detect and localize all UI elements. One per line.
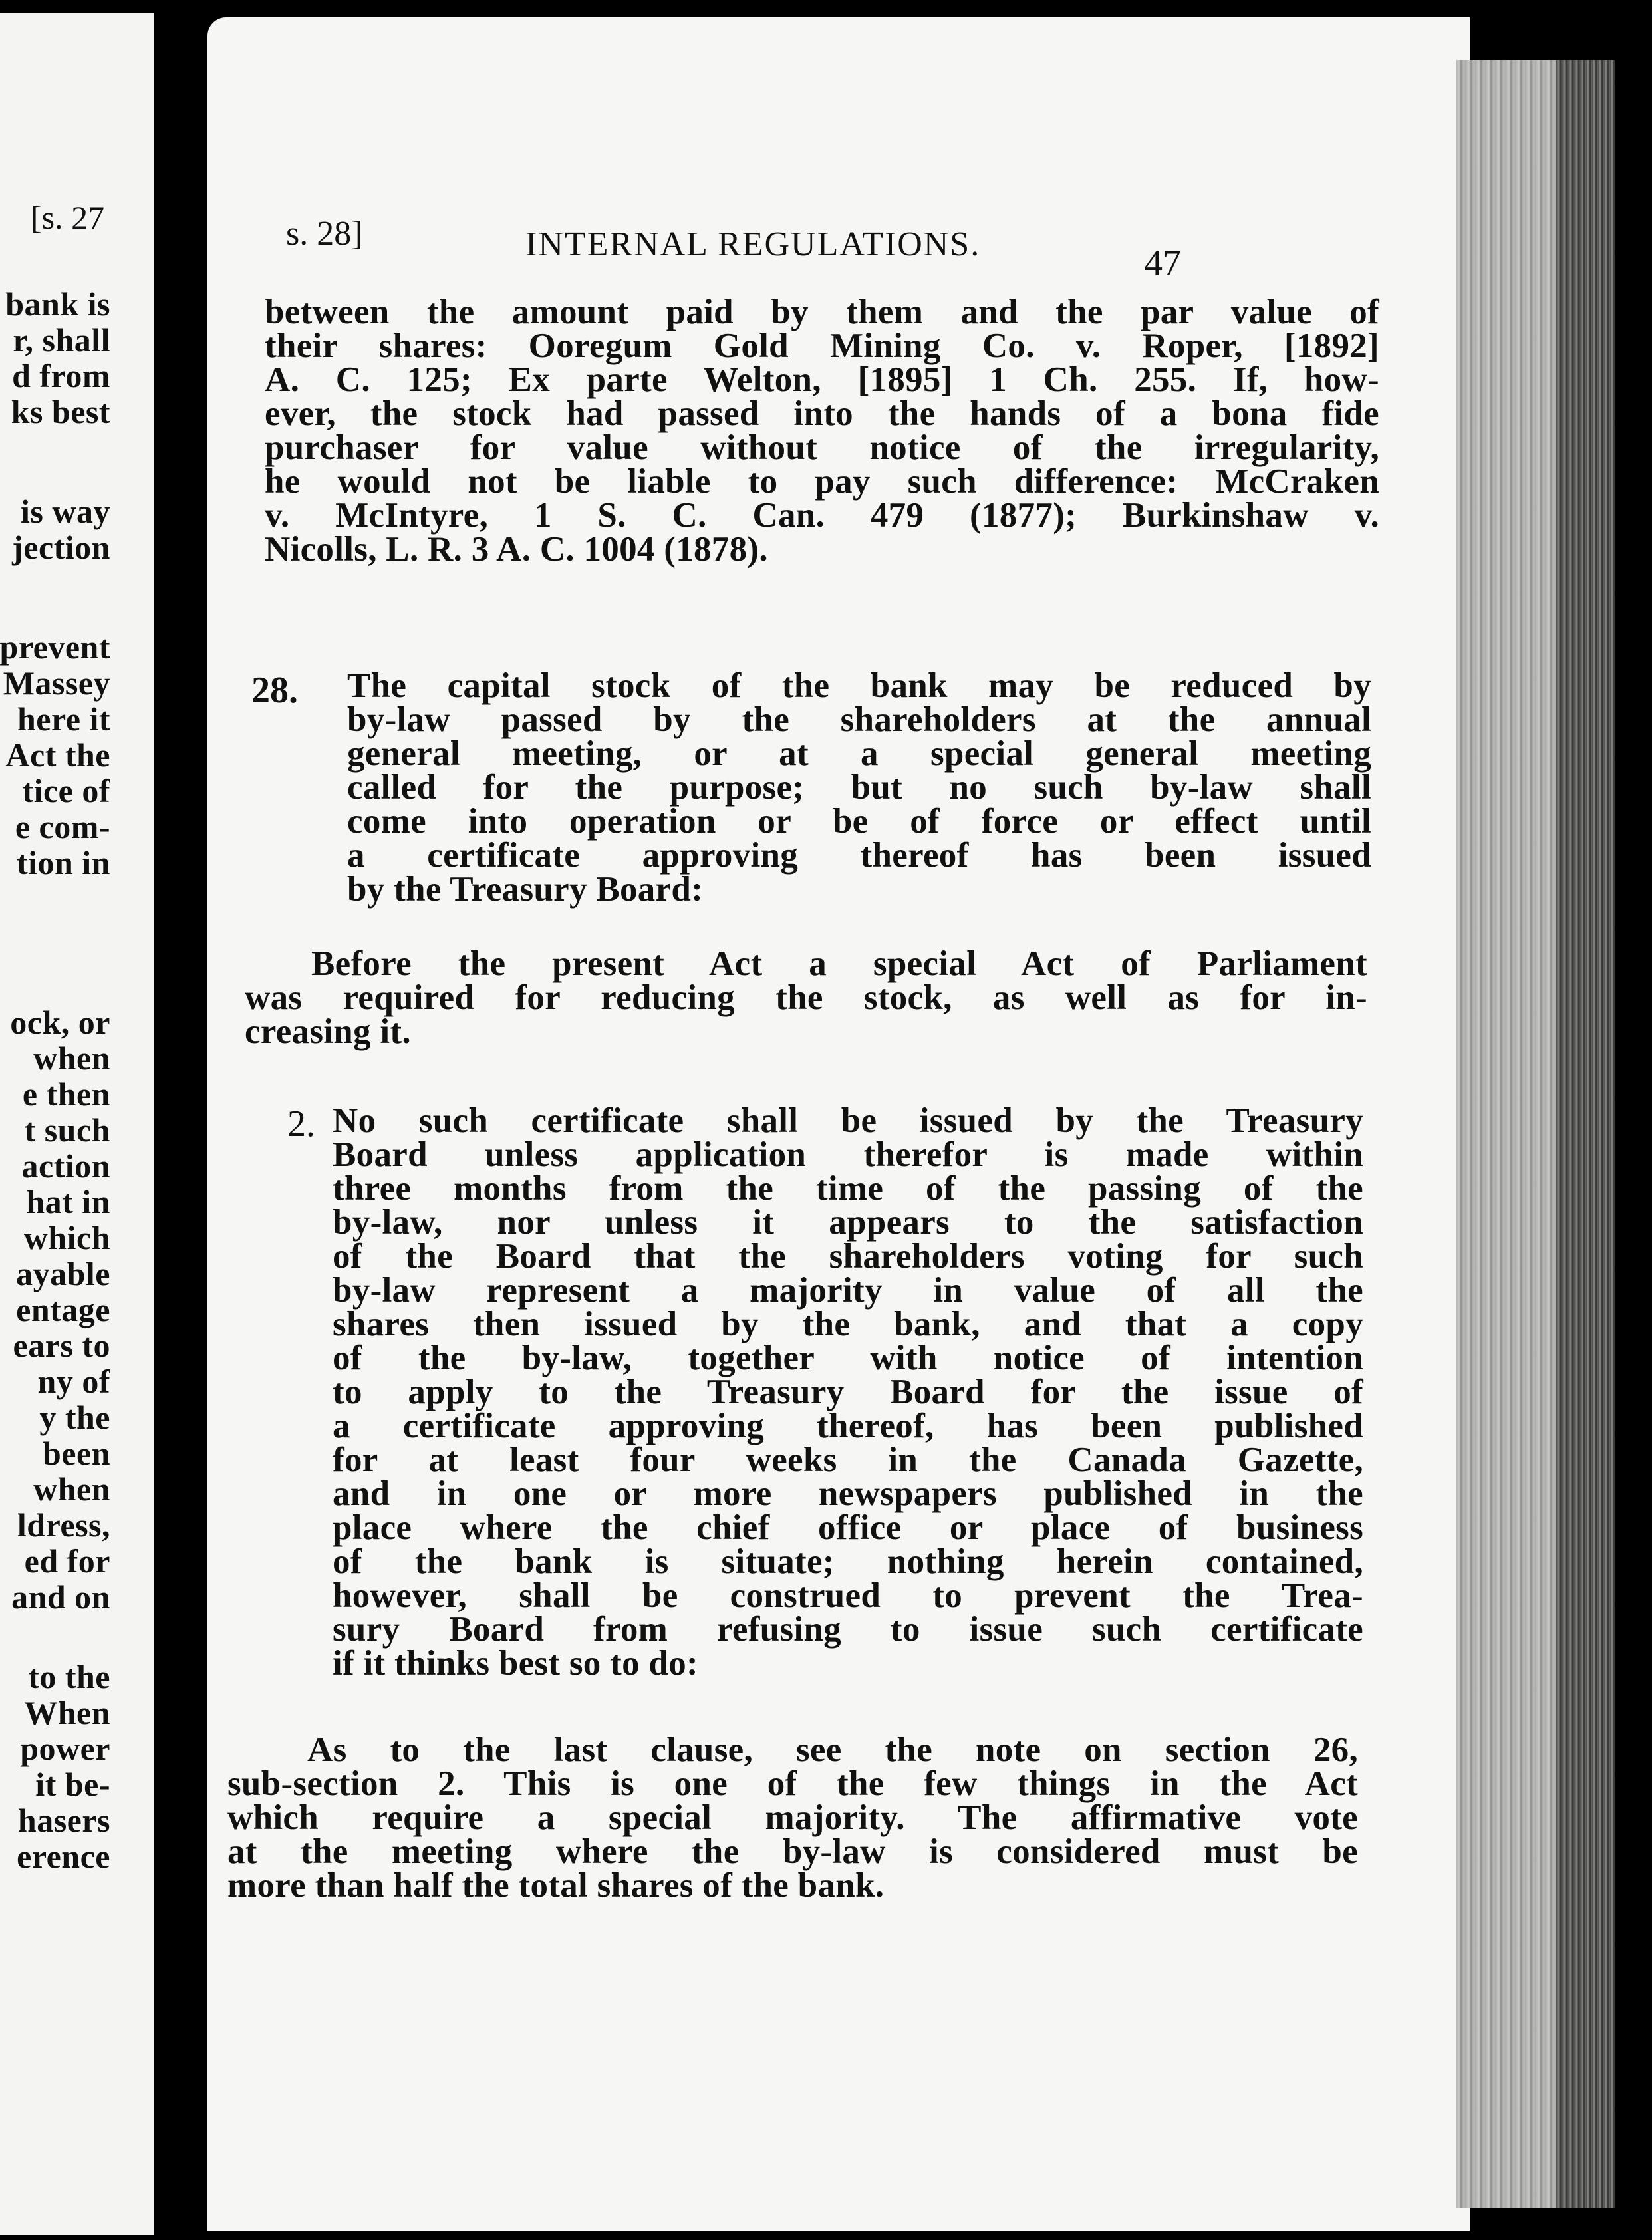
section-reference: s. 28] <box>286 215 363 253</box>
left-page-line: ed for <box>24 1542 110 1580</box>
text-line: place where the chief office or place of business <box>333 1508 1363 1547</box>
left-page-line: been <box>43 1435 110 1472</box>
left-page-line: power <box>20 1730 110 1767</box>
section-28-text <box>347 666 1371 909</box>
text-line: a certificate approving thereof has been issued <box>347 836 1371 875</box>
text-line: to apply to the Treasury Board for the issue of <box>333 1373 1363 1411</box>
left-page-line: bank is <box>5 285 110 323</box>
left-page-line: When <box>24 1694 110 1731</box>
left-page-line: tice of <box>22 772 110 809</box>
section-number: 28. <box>251 670 298 711</box>
left-page-line: tion in <box>16 844 110 881</box>
left-page-line: e then <box>22 1075 110 1113</box>
book-gutter <box>154 0 207 2240</box>
text-line: The capital stock of the bank may be reduced by <box>347 666 1371 705</box>
left-page-line: jection <box>12 529 110 566</box>
text-line: general meeting, or at a special general meeting <box>347 734 1371 773</box>
left-facing-page <box>0 13 154 2235</box>
left-page-line: action <box>21 1147 110 1185</box>
text-line: by the Treasury Board: <box>347 870 704 909</box>
text-line: which require a special majority. The affirmative vote <box>227 1798 1358 1837</box>
text-line: Board unless application therefor is made within <box>333 1135 1363 1174</box>
text-line: ever, the stock had passed into the hands of a bona fide <box>265 394 1379 433</box>
text-line: by-law, nor unless it appears to the satisfaction <box>333 1203 1363 1242</box>
text-line: Nicolls, L. R. 3 A. C. 1004 (1878). <box>265 530 768 569</box>
left-page-line: ny of <box>37 1363 110 1400</box>
left-page-line: erence <box>17 1838 110 1875</box>
paragraph-continuation <box>265 295 1379 567</box>
left-page-line: ayable <box>16 1255 110 1292</box>
text-line: by-law passed by the shareholders at the annual <box>347 700 1371 739</box>
left-page-line: ks best <box>11 393 110 430</box>
text-line: he would not be liable to pay such difference: McCraken <box>265 462 1379 501</box>
text-line: was required for reducing the stock, as well as for in- <box>245 978 1367 1017</box>
text-line: at the meeting where the by-law is considered must be <box>227 1832 1358 1871</box>
left-page-line: entage <box>16 1291 110 1328</box>
text-line: of the Board that the shareholders voting for such <box>333 1237 1363 1276</box>
text-line: v. McIntyre, 1 S. C. Can. 479 (1877); Burkinshaw v. <box>265 496 1379 535</box>
left-page-line: Act the <box>5 736 110 773</box>
text-line: Before the present Act a special Act of Parliament <box>311 944 1367 983</box>
note-paragraph <box>245 944 1367 1051</box>
left-page-line: hat in <box>26 1183 110 1220</box>
left-page-line: and on <box>11 1578 110 1615</box>
text-line: three months from the time of the passing of the <box>333 1169 1363 1208</box>
text-line: sury Board from refusing to issue such certificate <box>333 1610 1363 1649</box>
text-line: however, shall be construed to prevent the Trea- <box>333 1576 1363 1615</box>
book-page <box>207 17 1470 2231</box>
text-line: between the amount paid by them and the par value of <box>265 293 1379 331</box>
left-page-line: when <box>33 1040 110 1077</box>
text-line: of the bank is situate; nothing herein contained, <box>333 1542 1363 1581</box>
left-page-line: e com- <box>15 808 110 845</box>
left-page-header: [s. 27 <box>31 199 105 236</box>
subsection-2-text <box>333 1101 1363 1683</box>
text-line: more than half the total shares of the bank. <box>227 1866 885 1905</box>
page-number: 47 <box>1144 243 1181 284</box>
text-line: of the by-law, together with notice of intention <box>333 1339 1363 1377</box>
left-page-line: when <box>33 1470 110 1508</box>
running-title: INTERNAL REGULATIONS. <box>525 225 981 263</box>
left-page-line: ock, or <box>10 1004 110 1041</box>
left-page-line: y the <box>39 1399 110 1436</box>
text-line: come into operation or be of force or effect until <box>347 802 1371 841</box>
left-page-line: ears to <box>13 1327 110 1364</box>
text-line: purchaser for value without notice of the irregularity, <box>265 428 1379 467</box>
subsection-number: 2. <box>287 1103 315 1145</box>
left-page-line: r, shall <box>13 321 110 358</box>
left-page-line: here it <box>17 700 110 738</box>
text-line: As to the last clause, see the note on section 26, <box>307 1731 1358 1769</box>
text-line: a certificate approving thereof, has been published <box>333 1407 1363 1445</box>
left-page-line: d from <box>12 357 110 394</box>
left-page-line: ldress, <box>17 1506 110 1544</box>
left-page-line: to the <box>28 1658 110 1695</box>
text-line: sub-section 2. This is one of the few things in the Act <box>227 1764 1358 1803</box>
left-page-line: it be- <box>35 1766 110 1803</box>
left-page-line: which <box>23 1219 110 1256</box>
text-line: shares then issued by the bank, and that a copy <box>333 1305 1363 1343</box>
text-line: creasing it. <box>245 1012 411 1051</box>
text-line: by-law represent a majority in value of all the <box>333 1271 1363 1310</box>
left-page-line: prevent <box>0 629 110 666</box>
text-line: their shares: Ooregum Gold Mining Co. v. Roper, [1892] <box>265 327 1379 365</box>
text-line: A. C. 125; Ex parte Welton, [1895] 1 Ch. 255. If, how- <box>265 360 1379 399</box>
left-page-line: hasers <box>17 1802 110 1839</box>
left-page-line: Massey <box>3 664 110 702</box>
text-line: No such certificate shall be issued by the Treasury <box>333 1101 1363 1140</box>
text-line: called for the purpose; but no such by-law shall <box>347 768 1371 807</box>
note-paragraph-final <box>227 1733 1358 1903</box>
page-edge-stack <box>1456 60 1615 2208</box>
text-line: and in one or more newspapers published in the <box>333 1474 1363 1513</box>
left-page-line: t such <box>24 1111 110 1149</box>
text-line: if it thinks best so to do: <box>333 1644 698 1683</box>
left-page-line: is way <box>21 493 110 530</box>
text-line: for at least four weeks in the Canada Gazette, <box>333 1441 1363 1479</box>
